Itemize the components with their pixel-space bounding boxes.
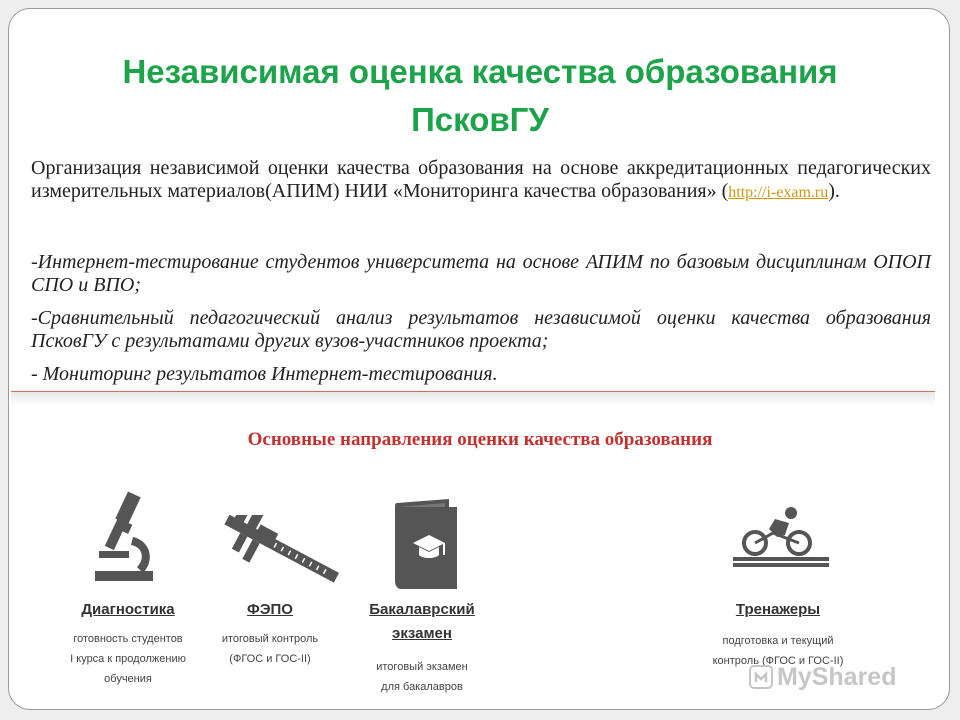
direction-label-trainers: Тренажеры xyxy=(735,601,821,618)
direction-label-fepo: ФЭПО xyxy=(247,601,293,618)
book-graduation-cap-icon xyxy=(391,493,469,589)
divider xyxy=(11,391,935,406)
caliper-icon xyxy=(209,515,343,591)
direction-desc-diagnostics-2: I курса к продолжению xyxy=(70,653,186,665)
direction-desc-bachelor-1: итоговый экзамен xyxy=(376,661,468,673)
direction-desc-bachelor-2: для бакалавров xyxy=(381,681,463,693)
microscope-icon xyxy=(85,487,165,591)
myshared-logo-icon xyxy=(749,665,773,689)
direction-desc-fepo-1: итоговый контроль xyxy=(221,633,319,645)
direction-desc-trainers-2: контроль (ФГОС и ГОС-II) xyxy=(712,655,844,667)
slide-title-line2: ПсковГУ xyxy=(411,101,549,138)
slide-title-line1: Независимая оценка качества образования xyxy=(122,53,838,90)
intro-paragraph xyxy=(31,157,931,204)
direction-desc-fepo-2: (ФГОС и ГОС-II) xyxy=(229,653,311,665)
slide xyxy=(8,8,950,710)
cyclist-on-books-icon xyxy=(729,505,833,571)
section-subtitle: Основные направления оценки качества образования xyxy=(247,429,713,450)
i-exam-link[interactable]: http://i-exam.ru xyxy=(728,184,829,201)
bullet-comparative-analysis: -Сравнительный педагогический анализ результатов независимой оценки качества образования ПсковГУ с результатами других вузов-участников проекта; xyxy=(31,307,931,352)
direction-desc-diagnostics-1: готовность студентов xyxy=(73,633,183,645)
direction-label-bachelor-line2: экзамен xyxy=(392,625,452,642)
bullet-internet-testing: -Интернет-тестирование студентов университета на основе АПИМ по базовым дисциплинам ОПОП СПО и ВПО; xyxy=(31,251,931,296)
direction-label-bachelor-line1: Бакалаврский xyxy=(369,601,475,618)
bullet-monitoring: - Мониторинг результатов Интернет-тестирования. xyxy=(31,363,498,385)
direction-desc-diagnostics-3: обучения xyxy=(104,673,152,685)
intro-end: ). xyxy=(828,180,840,202)
direction-desc-trainers-1: подготовка и текущий xyxy=(722,635,834,647)
direction-label-diagnostics: Диагностика xyxy=(81,601,175,618)
intro-text: Организация независимой оценки качества образования на основе аккредитационных педагогических измерительных материалов(АПИМ) НИИ «Мониторинга качества образования» ( xyxy=(31,157,931,202)
myshared-watermark: MyShared xyxy=(777,663,897,691)
